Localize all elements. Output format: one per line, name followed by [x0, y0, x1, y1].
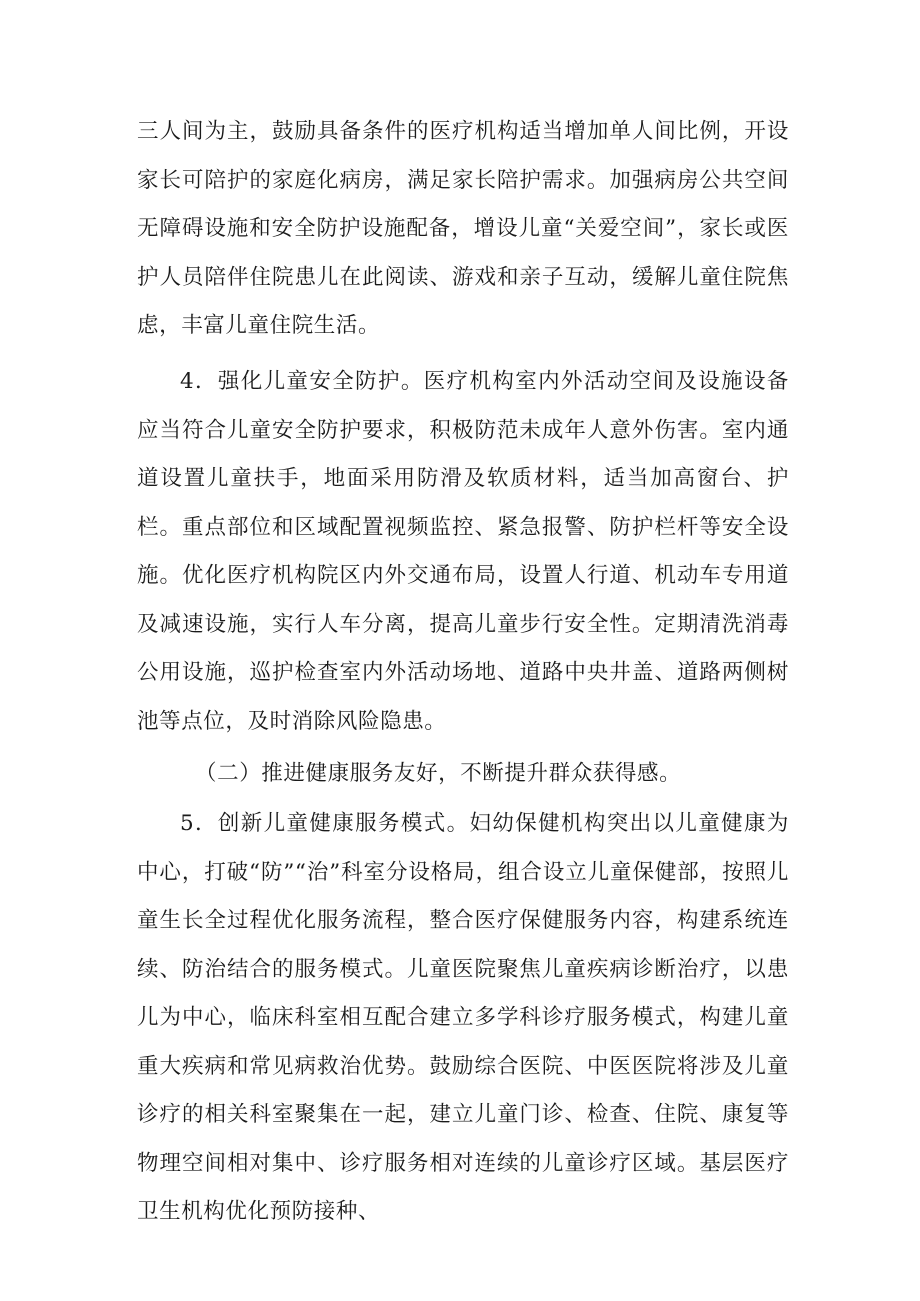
paragraph-text: 三人间为主，鼓励具备条件的医疗机构适当增加单人间比例，开设家长可陪护的家庭化病房，满足家长陪护需求。加强病房公共空间无障碍设施和安全防护设施配备，增设儿童“关爱空间”，家长或医护人员陪伴住院患儿在此阅读、游戏和亲子互动，缓解儿童住院焦虑，丰富儿童住院生活。 — [137, 119, 789, 338]
section-heading-health-services — [137, 750, 789, 799]
paragraph-text: 4．强化儿童安全防护。医疗机构室内外活动空间及设施设备应当符合儿童安全防护要求，积极防范未成年人意外伤害。室内通道设置儿童扶手，地面采用防滑及软质材料，适当加高窗台、护栏。重点部位和区域配置视频监控、紧急报警、防护栏杆等安全设施。优化医疗机构院区内外交通布局，设置人行道、机动车专用道及减速设施，实行人车分离，提高儿童步行安全性。定期清洗消毒公用设施，巡护检查室内外活动场地、道路中央井盖、道路两侧树池等点位，及时消除风险隐患。 — [137, 369, 789, 734]
paragraph-child-safety — [137, 358, 789, 746]
section-heading: （二）推进健康服务友好，不断提升群众获得感。 — [195, 761, 682, 786]
paragraph-ward-continuation — [137, 108, 789, 351]
paragraph-text: 5．创新儿童健康服务模式。妇幼保健机构突出以儿童健康为中心，打破“防”“治”科室分设格局，组合设立儿童保健部，按照儿童生长全过程优化服务流程，整合医疗保健服务内容，构建系统连续、防治结合的服务模式。儿童医院聚焦儿童疾病诊断治疗，以患儿为中心，临床科室相互配合建立多学科诊疗服务模式，构建儿童重大疾病和常见病救治优势。鼓励综合医院、中医医院将涉及儿童诊疗的相关科室聚集在一起，建立儿童门诊、检查、住院、康复等物理空间相对集中、诊疗服务相对连续的儿童诊疗区域。基层医疗卫生机构优化预防接种、 — [137, 811, 789, 1224]
paragraph-service-model — [137, 800, 789, 1237]
